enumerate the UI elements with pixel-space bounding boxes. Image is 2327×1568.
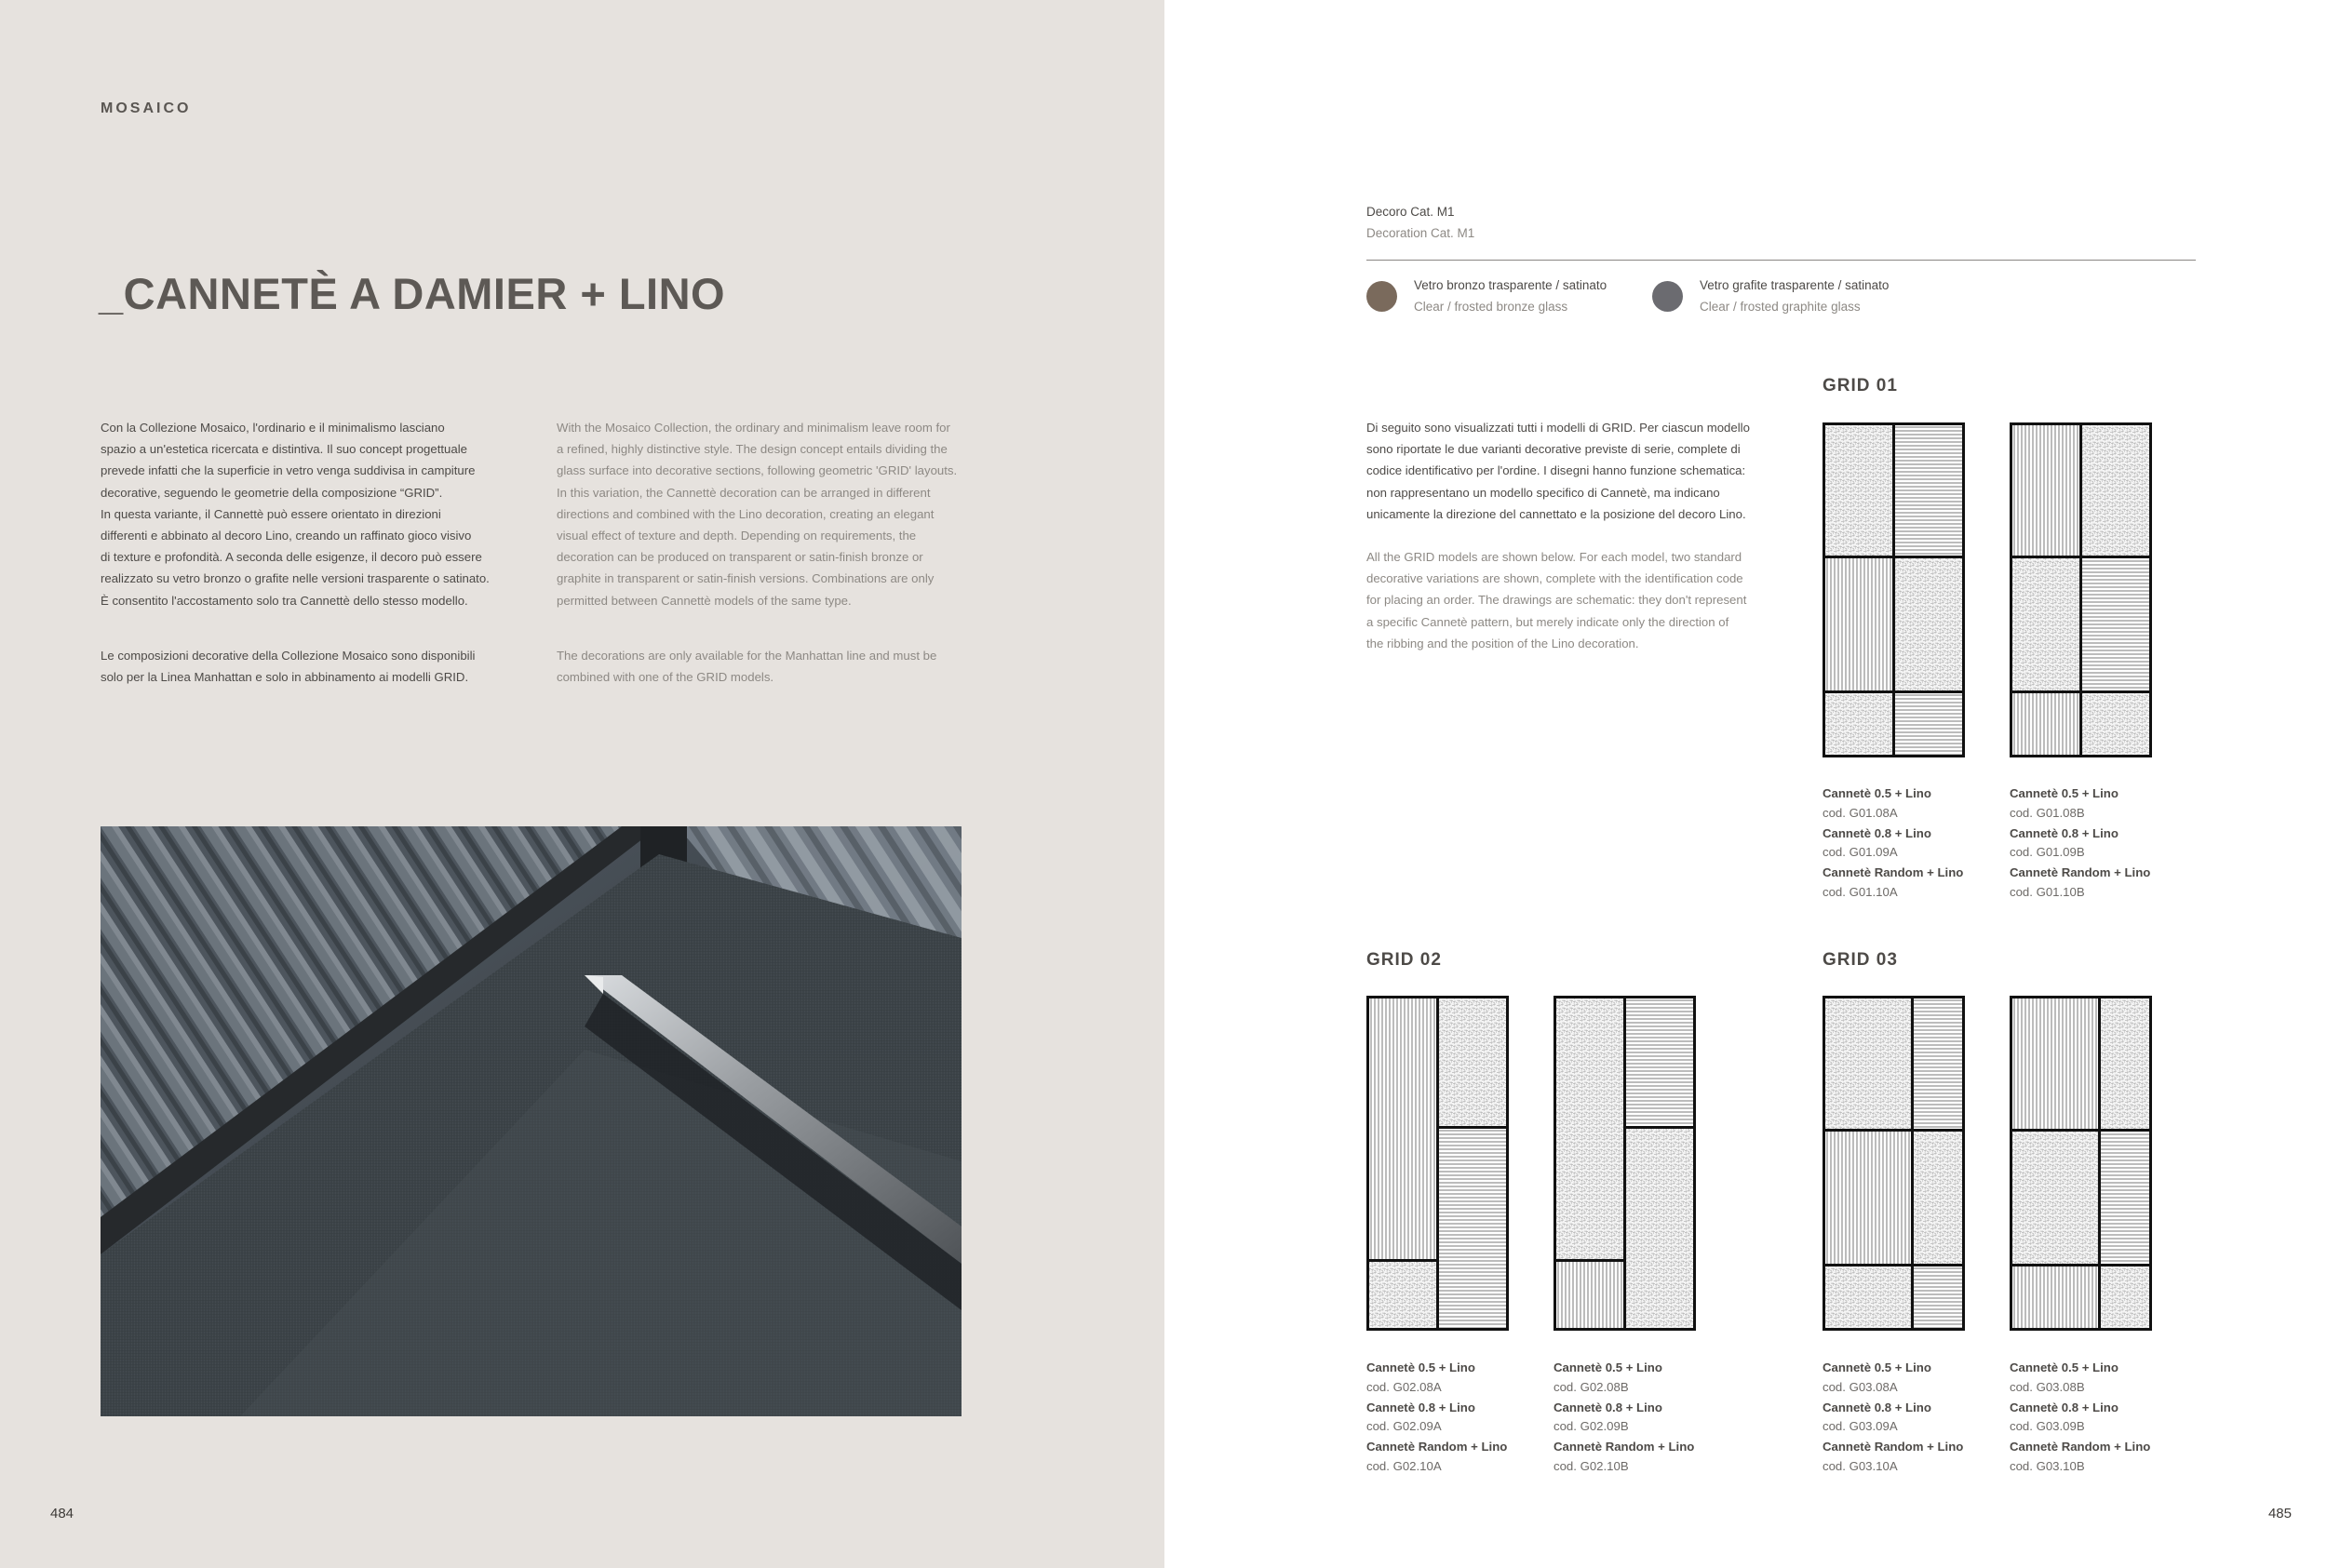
italian-paragraph-2: Le composizioni decorative della Collezione Mosaico sono disponibili solo per la Linea Manhattan e solo in abbinamento ai modelli GRID.: [101, 648, 476, 685]
english-paragraph-2: The decorations are only available for the Manhattan line and must be combined with one of the GRID models.: [557, 648, 937, 685]
graphite-swatch-label: Vetro grafite trasparente / satinato: [1700, 278, 1890, 292]
right-page: [1164, 0, 2327, 1568]
page-title: _CANNETÈ A DAMIER + LINO: [99, 269, 726, 318]
section-label: MOSAICO: [101, 101, 192, 116]
panel-cell: [1895, 425, 1965, 556]
decoro-title: Decoro Cat. M1: [1366, 205, 1455, 219]
bronze-swatch-sublabel: Clear / frosted bronze glass: [1414, 300, 1568, 314]
grid-01-variant-a-caption: Cannetè 0.5 + Lino cod. G01.08A Cannetè 0.8 + Lino cod. G01.09A Cannetè Random + Lino cod. G01.10A: [1823, 786, 1964, 899]
grid-01-variant-b-caption: Cannetè 0.5 + Lino cod. G01.08B Cannetè 0.8 + Lino cod. G01.09B Cannetè Random + Lino cod. G01.10B: [2010, 786, 2151, 899]
panel-cell: [1825, 998, 1911, 1129]
product-photo: [101, 826, 962, 1416]
grid-03-variant-b-drawing: [2010, 996, 2152, 1331]
panel-cell: [1369, 998, 1436, 1259]
grid-description-italian: Di seguito sono visualizzati tutti i modelli di GRID. Per ciascun modello sono riportate le due varianti decorative previste di serie, complete di codice identificativo per l'ordine. I disegni hanno funzione schematica: non rappresentano un modello specifico di Cannetè, ma indicano unicamente la direzione del cannettato e la posizione del decoro Lino.: [1366, 421, 1750, 521]
panel-cell: [1895, 693, 1965, 757]
panel-cell: [1914, 998, 1965, 1129]
grid-01-title: GRID 01: [1823, 376, 1898, 395]
grid-03-variant-a-caption: Cannetè 0.5 + Lino cod. G03.08A Cannetè 0.8 + Lino cod. G03.09A Cannetè Random + Lino cod. G03.10A: [1823, 1360, 1964, 1473]
grid-01-variant-b-drawing: [2010, 422, 2152, 757]
grid-02-variant-a-caption: Cannetè 0.5 + Lino cod. G02.08A Cannetè 0.8 + Lino cod. G02.09A Cannetè Random + Lino cod. G02.10A: [1366, 1360, 1508, 1473]
panel-cell: [1626, 1129, 1696, 1328]
panel-cell: [1825, 1266, 1911, 1331]
grid-01-variant-a-drawing: [1823, 422, 1965, 757]
panel-cell: [2012, 1132, 2098, 1264]
decoro-subtitle: Decoration Cat. M1: [1366, 226, 1475, 240]
panel-cell: [1556, 998, 1623, 1259]
grid-02-variant-b-caption: Cannetè 0.5 + Lino cod. G02.08B Cannetè 0.8 + Lino cod. G02.09B Cannetè Random + Lino cod. G02.10B: [1554, 1360, 1695, 1473]
english-paragraph-1: With the Mosaico Collection, the ordinary and minimalism leave room for a refined, highly distinctive style. The design concept entails dividing the glass surface into decorative sections, following geometric 'GRID' layouts. In this variation, the Cannettè decoration can be arranged in different directions and combined with the Lino decoration, creating an elegant visual effect of texture and depth. Depending on requirements, the decoration can be produced on transparent or satin-finish bronze or graphite in transparent or satin-finish versions. Combinations are only permitted between Cannettè models of the same type.: [557, 421, 958, 608]
panel-cell: [1556, 1262, 1623, 1328]
panel-cell: [2012, 693, 2079, 757]
panel-cell: [1825, 1132, 1911, 1264]
divider: [1366, 260, 2196, 261]
page-number: 485: [2267, 1506, 2292, 1521]
panel-cell: [1914, 1132, 1965, 1264]
panel-cell: [2101, 998, 2152, 1129]
panel-cell: [1825, 558, 1892, 690]
grid-03-title: GRID 03: [1823, 950, 1898, 970]
italian-paragraph-1: Con la Collezione Mosaico, l'ordinario e il minimalismo lasciano spazio a un'estetica ricercata e distintiva. Il suo concept progettuale prevede infatti che la superficie in vetro venga suddivisa in campiture decorative, seguendo le geometrie della composizione “GRID”. In questa variante, il Cannettè può essere orientato in direzioni differenti e abbinato al decoro Lino, creando un raffinato gioco visivo di texture e profondità. A seconda delle esigenze, il decoro può essere realizzato su vetro bronzo o grafite nelle versioni trasparente o satinato. È consentito l'accostamento solo tra Cannettè dello stesso modello.: [101, 421, 490, 608]
graphite-swatch-sublabel: Clear / frosted graphite glass: [1700, 300, 1861, 314]
bronze-swatch-label: Vetro bronzo trasparente / satinato: [1414, 278, 1607, 292]
panel-cell: [2082, 693, 2152, 757]
panel-cell: [2101, 1266, 2152, 1331]
english-text-column: [557, 417, 989, 721]
page-number: 484: [50, 1506, 74, 1521]
italian-text-column: [101, 417, 533, 721]
grid-02-title: GRID 02: [1366, 950, 1442, 970]
grid-03-variant-b-caption: Cannetè 0.5 + Lino cod. G03.08B Cannetè 0.8 + Lino cod. G03.09B Cannetè Random + Lino cod. G03.10B: [2010, 1360, 2151, 1473]
panel-cell: [1825, 693, 1892, 757]
panel-cell: [1895, 558, 1965, 690]
panel-cell: [1626, 998, 1696, 1126]
grid-02-variant-a-drawing: [1366, 996, 1509, 1331]
panel-cell: [1439, 1129, 1509, 1328]
panel-cell: [1439, 998, 1509, 1126]
panel-cell: [2012, 558, 2079, 690]
panel-cell: [2012, 425, 2079, 556]
panel-cell: [2101, 1132, 2152, 1264]
grid-description-english: All the GRID models are shown below. For each model, two standard decorative variations are shown, complete with the identification code for placing an order. The drawings are schematic: they don't represent a specific Cannetè pattern, but merely indicate only the direction of the ribbing and the position of the Lino decoration.: [1366, 550, 1747, 650]
grid-02-variant-b-drawing: [1554, 996, 1696, 1331]
panel-cell: [2012, 998, 2098, 1129]
grid-03-variant-a-drawing: [1823, 996, 1965, 1331]
panel-cell: [1369, 1262, 1436, 1328]
panel-cell: [1914, 1266, 1965, 1331]
panel-cell: [2082, 425, 2152, 556]
graphite-swatch: [1652, 281, 1683, 312]
panel-cell: [2082, 558, 2152, 690]
panel-cell: [1825, 425, 1892, 556]
panel-cell: [2012, 1266, 2098, 1331]
bronze-swatch: [1366, 281, 1397, 312]
